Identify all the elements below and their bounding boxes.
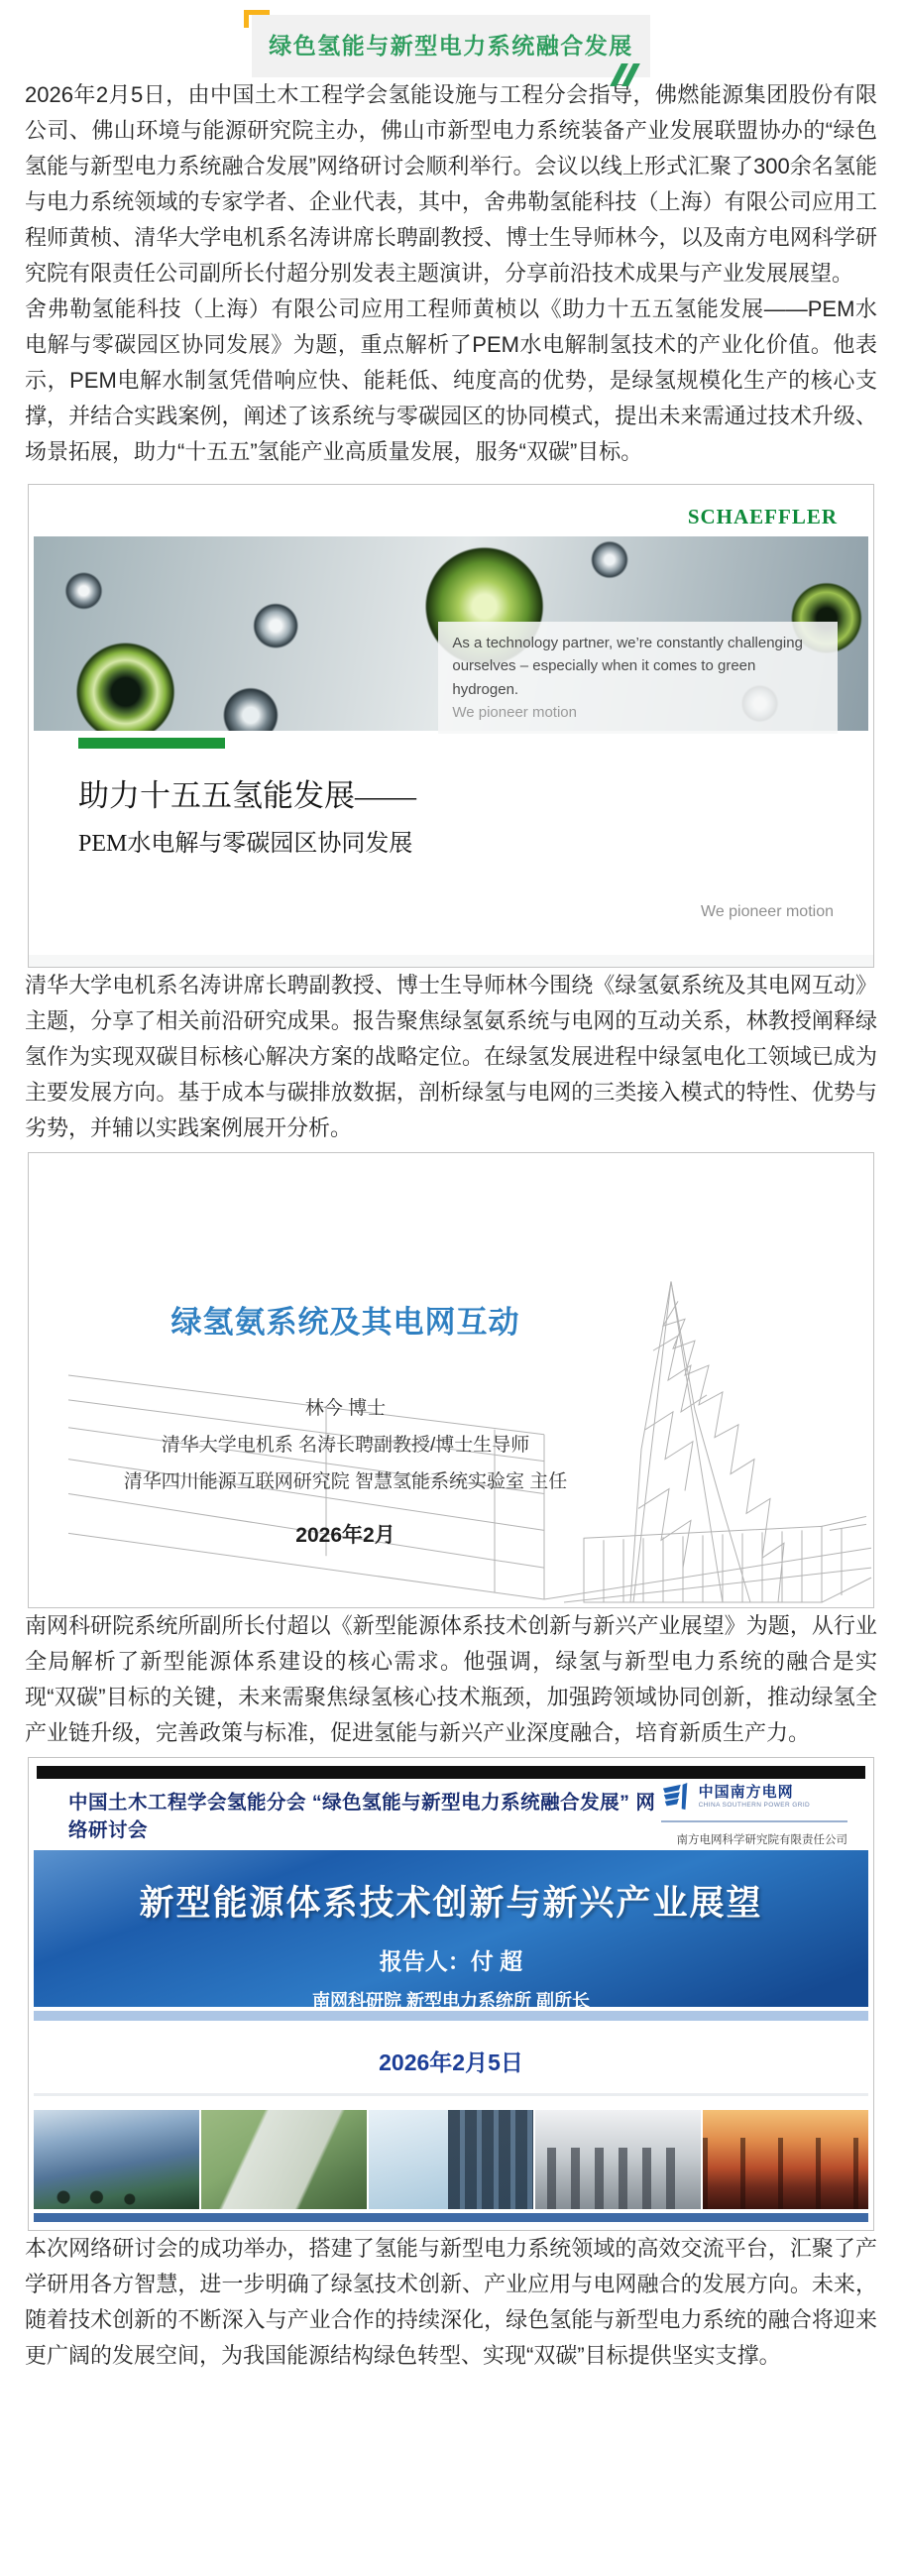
article-header — [0, 0, 902, 77]
slide3-conference-title: 中国土木工程学会氢能分会 “绿色氢能与新型电力系统融合发展” 网络研讨会 — [68, 1792, 656, 1841]
slide1-footer-tagline: We pioneer motion — [701, 903, 834, 920]
slide3-header-row — [29, 1779, 873, 1850]
corner-bracket-icon — [244, 10, 270, 28]
slide1-title: 助力十五五氢能发展—— — [78, 778, 416, 813]
page-title-text: 绿色氢能与新型电力系统融合发展 — [269, 33, 633, 59]
slide-image-schaeffler[interactable] — [28, 484, 874, 968]
photo-substation-aerial — [201, 2110, 367, 2209]
photo-valve-hall — [535, 2110, 701, 2209]
slide3-presenter-title: 南网科研院 新型电力系统所 副所长 — [311, 1991, 590, 2011]
slide-image-tsinghua[interactable] — [28, 1152, 874, 1608]
slide3-title-banner — [34, 1850, 868, 2011]
slide2-speaker: 林今 博士 — [304, 1398, 387, 1419]
slide1-header — [29, 485, 873, 536]
slide1-quote-tagline: We pioneer motion — [452, 703, 577, 721]
slide3-presenter: 报告人：付 超 — [379, 1948, 523, 1974]
slide-image-csg[interactable] — [28, 1757, 874, 2231]
schaeffler-logo: SCHAEFFLER — [687, 505, 838, 528]
slide2-affiliation-2: 清华四川能源互联网研究院 智慧氢能系统实验室 主任 — [123, 1471, 568, 1492]
photo-transmission-towers — [34, 2110, 199, 2209]
photo-lab-equipment — [369, 2110, 534, 2209]
page-title — [252, 15, 650, 77]
csg-logo-block — [661, 1782, 847, 1847]
slide2-text-block — [29, 1153, 662, 1549]
paragraph-tsinghua: 清华大学电机系名涛讲席长聘副教授、博士生导师林今围绕《绿氢氨系统及其电网互动》主题，分享了相关前沿研究成果。报告聚焦绿氢氨系统与电网的互动关系，林教授阐释绿氢作为实现双碳目标核心解决方案的战略定位。在绿氢发展进程中绿氢电化工领域已成为主要发展方向。基于成本与碳排放数据，剖析绿氢与电网的三类接入模式的特性、优势与劣势，并辅以实践案例展开分析。 — [25, 973, 877, 1140]
article-body — [0, 77, 902, 2374]
paragraph-intro: 2026年2月5日，由中国土木工程学会氢能设施与工程分会指导，佛燃能源集团股份有限公司、佛山环境与能源研究院主办，佛山市新型电力系统装备产业发展联盟协办的“绿色氢能与新型电力系统融合发展”网络研讨会顺利举行。会议以线上形式汇聚了300余名氢能与电力系统领域的专家学者、企业代表，其中，舍弗勒氢能科技（上海）有限公司应用工程师黄桢、清华大学电机系名涛讲席长聘副教授、博士生导师林今，以及南方电网科学研究院有限责任公司副所长付超分别发表主题演讲，分享前沿技术成果与产业发展展望。 — [25, 82, 877, 286]
slide1-footer-strip — [29, 955, 873, 967]
slide3-bottom-bar — [34, 2213, 868, 2222]
hydrogen-bubbles-photo — [34, 536, 868, 731]
slide3-top-bar — [37, 1766, 865, 1779]
csg-logo-name: 中国南方电网 — [698, 1784, 794, 1802]
paragraph-schaeffler: 舍弗勒氢能科技（上海）有限公司应用工程师黄桢以《助力十五五氢能发展——PEM水电解与零碳园区协同发展》为题，重点解析了PEM水电解制氢技术的产业化价值。他表示，PEM电解水制氢凭借响应快、能耗低、纯度高的优势，是绿氢规模化生产的核心支撑，并结合实践案例，阐述了该系统与零碳园区的协同模式，提出未来需通过技术升级、场景拓展，助力“十五五”氢能产业高质量发展，服务“双碳”目标。 — [25, 296, 877, 464]
csg-institute-name: 南方电网科学研究院有限责任公司 — [676, 1834, 847, 1846]
paragraph-csg: 南网科研院系统所副所长付超以《新型能源体系技术创新与新兴产业展望》为题，从行业全局解析了新型能源体系建设的核心需求。他强调，绿氢与新型电力系统的融合是实现“双碳”目标的关键，未来需聚焦绿氢核心技术瓶颈，加强跨领域协同创新，推动绿氢全产业链升级，完善政策与标准，促进氢能与新兴产业深度融合，培育新质生产力。 — [25, 1613, 877, 1745]
photo-sunset-powerlines — [703, 2110, 868, 2209]
slide3-photo-strip — [34, 2110, 868, 2209]
slide2-date: 2026年2月 — [295, 1524, 395, 1547]
slide3-title: 新型能源体系技术创新与新兴产业展望 — [139, 1884, 763, 1923]
slide1-quote-text: As a technology partner, we’re constantly challenging ourselves – especially when it comes to green hydrogen. — [452, 635, 803, 698]
slide1-subtitle: PEM水电解与零碳园区协同发展 — [78, 831, 413, 857]
slide1-quote-box — [438, 622, 838, 734]
csg-logo-name-en: CHINA SOUTHERN POWER GRID — [698, 1801, 811, 1809]
slide3-date: 2026年2月5日 — [379, 2049, 523, 2075]
csg-logo-divider — [661, 1820, 847, 1822]
paragraph-conclusion: 本次网络研讨会的成功举办，搭建了氢能与新型电力系统领域的高效交流平台，汇聚了产学研用各方智慧，进一步明确了绿氢技术创新、产业应用与电网融合的发展方向。未来，随着技术创新的不断深入与产业合作的持续深化，绿色氢能与新型电力系统的融合将迎来更广阔的发展空间，为我国能源结构绿色转型、实现“双碳”目标提供坚实支撑。 — [25, 2236, 877, 2368]
green-accent-bar — [78, 738, 225, 749]
slide2-affiliation-1: 清华大学电机系 名涛长聘副教授/博士生导师 — [161, 1435, 530, 1456]
slide3-divider — [34, 2093, 868, 2096]
double-slash-icon — [616, 63, 634, 86]
csg-logo-icon — [661, 1782, 693, 1812]
slide2-title: 绿氢氨系统及其电网互动 — [170, 1305, 520, 1340]
